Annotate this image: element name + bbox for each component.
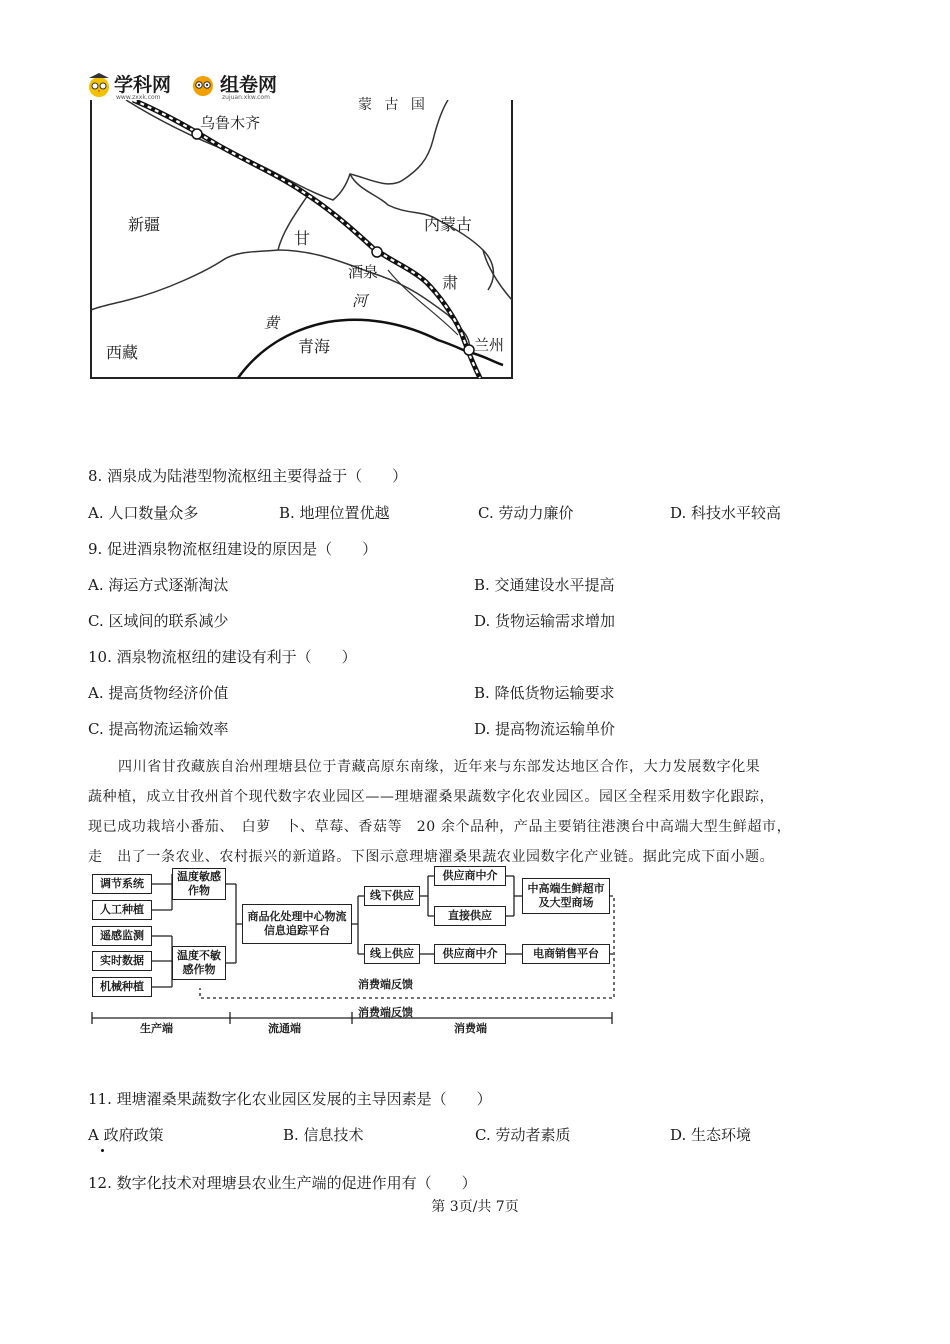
box-zhijie: 直接供应: [434, 906, 506, 926]
option-d[interactable]: D. 货物运输需求增加: [474, 612, 616, 630]
map-label-he: 河: [352, 292, 368, 310]
passage-line: 走 出了一条农业、农村振兴的新道路。下图示意理塘濯桑果蔬农业园数字化产业链。据此完成下面小题。: [88, 849, 775, 865]
box-gongying-zj1: 供应商中介: [434, 866, 506, 886]
industry-chain-diagram: [88, 866, 618, 1038]
dot-mark: [101, 1149, 104, 1152]
question-stem: 10. 酒泉物流枢纽的建设有利于（ ）: [88, 648, 357, 666]
option-b[interactable]: B. 交通建设水平提高: [474, 576, 615, 594]
option-b[interactable]: B. 地理位置优越: [279, 504, 390, 522]
box-tiaojie: 调节系统: [92, 874, 152, 894]
label-feedback-bottom: 消费端反馈: [358, 1006, 413, 1019]
logo-zujuan-url: zujuan.xkw.com: [222, 94, 270, 101]
map-label-huang: 黄: [264, 314, 280, 332]
map-label-qinghai: 青海: [298, 337, 331, 356]
option-b[interactable]: B. 信息技术: [283, 1126, 364, 1144]
logo-zujuan[interactable]: [190, 70, 290, 104]
box-shishi: 实时数据: [92, 951, 152, 971]
box-gongying-zj2: 供应商中介: [434, 944, 506, 964]
option-a[interactable]: A. 人口数量众多: [88, 504, 199, 522]
boundary-line: [91, 195, 311, 310]
logo-xueke-url: www.zxxk.com: [116, 94, 161, 101]
option-c[interactable]: C. 区域间的联系减少: [88, 612, 229, 630]
page-number: 第 3页/共 7页: [431, 1199, 519, 1215]
passage-line: 现已成功栽培小番茄、 白萝 卜、草莓、香菇等 20 余个品种，产品主要销往港澳台中高端大型生鲜超市，: [88, 819, 792, 835]
box-jixie: 机械种植: [92, 977, 152, 997]
label-consumer: 消费端: [454, 1022, 487, 1035]
boundary-line: [126, 100, 448, 200]
box-yaogan: 遥感监测: [92, 926, 152, 946]
box-dianshang: 电商销售平台: [522, 944, 610, 964]
box-xianxia: 线下供应: [364, 886, 420, 906]
map-label-xinjiang: 新疆: [128, 215, 161, 234]
reading-passage: [88, 752, 872, 872]
city-lanzhou-marker: [464, 345, 474, 355]
question-stem: 12. 数字化技术对理塘县农业生产端的促进作用有（ ）: [88, 1174, 477, 1192]
label-producer: 生产端: [140, 1022, 173, 1035]
logo-zujuan-name: 组卷网: [220, 74, 278, 96]
map-label-lanzhou: 兰州: [474, 336, 505, 354]
map-label-inner-mongolia: 内蒙古: [424, 215, 473, 234]
owl-logo-icon: [190, 72, 216, 98]
logo-xueke-name: 学科网: [114, 74, 172, 96]
label-feedback-top: 消费端反馈: [358, 978, 413, 991]
map-label-jiuquan: 酒泉: [348, 263, 379, 281]
option-c[interactable]: C. 提高物流运输效率: [88, 720, 229, 738]
box-wendu-min: 温度敏感作物: [172, 868, 226, 900]
box-wendu-bumin: 温度不敏感作物: [172, 946, 226, 980]
option-c[interactable]: C. 劳动者素质: [475, 1126, 571, 1144]
question-stem: 11. 理塘濯桑果蔬数字化农业园区发展的主导因素是（ ）: [88, 1090, 492, 1108]
question-stem: 8. 酒泉成为陆港型物流枢纽主要得益于（ ）: [88, 467, 408, 485]
option-d[interactable]: D. 科技水平较高: [670, 504, 782, 522]
city-jiuquan-marker: [372, 247, 382, 257]
passage-line: 蔬种植，成立甘孜州首个现代数字农业园区——理塘濯桑果蔬数字化农业园区。园区全程采用数字化跟踪，: [88, 789, 775, 805]
map-label-urumqi: 乌鲁木齐: [200, 114, 261, 132]
map-label-gan: 甘: [294, 229, 311, 248]
owl-logo-icon: [86, 72, 112, 98]
box-center: 商品化处理中心物流信息追踪平台: [242, 904, 352, 944]
box-chaoshi: 中高端生鲜超市及大型商场: [522, 878, 610, 914]
question-stem: 9. 促进酒泉物流枢纽建设的原因是（ ）: [88, 540, 378, 558]
map-label-mongolia: 蒙 古 国: [358, 97, 429, 113]
option-a[interactable]: A. 提高货物经济价值: [88, 684, 229, 702]
option-c[interactable]: C. 劳动力廉价: [478, 504, 574, 522]
map-label-su: 肃: [442, 273, 459, 292]
passage-line: 四川省甘孜藏族自治州理塘县位于青藏高原东南缘，近年来与东部发达地区合作，大力发展数字化果: [118, 759, 761, 775]
box-xianshang: 线上供应: [364, 944, 420, 964]
boundary-line: [483, 250, 512, 300]
box-rengong: 人工种植: [92, 900, 152, 920]
option-d[interactable]: D. 提高物流运输单价: [474, 720, 616, 738]
label-circulation: 流通端: [268, 1022, 301, 1035]
option-a[interactable]: A. 海运方式逐渐淘汰: [88, 576, 229, 594]
option-a[interactable]: A 政府政策: [88, 1126, 164, 1144]
option-b[interactable]: B. 降低货物运输要求: [474, 684, 615, 702]
logo-xueke[interactable]: [86, 70, 186, 104]
option-d[interactable]: D. 生态环境: [670, 1126, 752, 1144]
map-label-xizang: 西藏: [106, 343, 139, 362]
